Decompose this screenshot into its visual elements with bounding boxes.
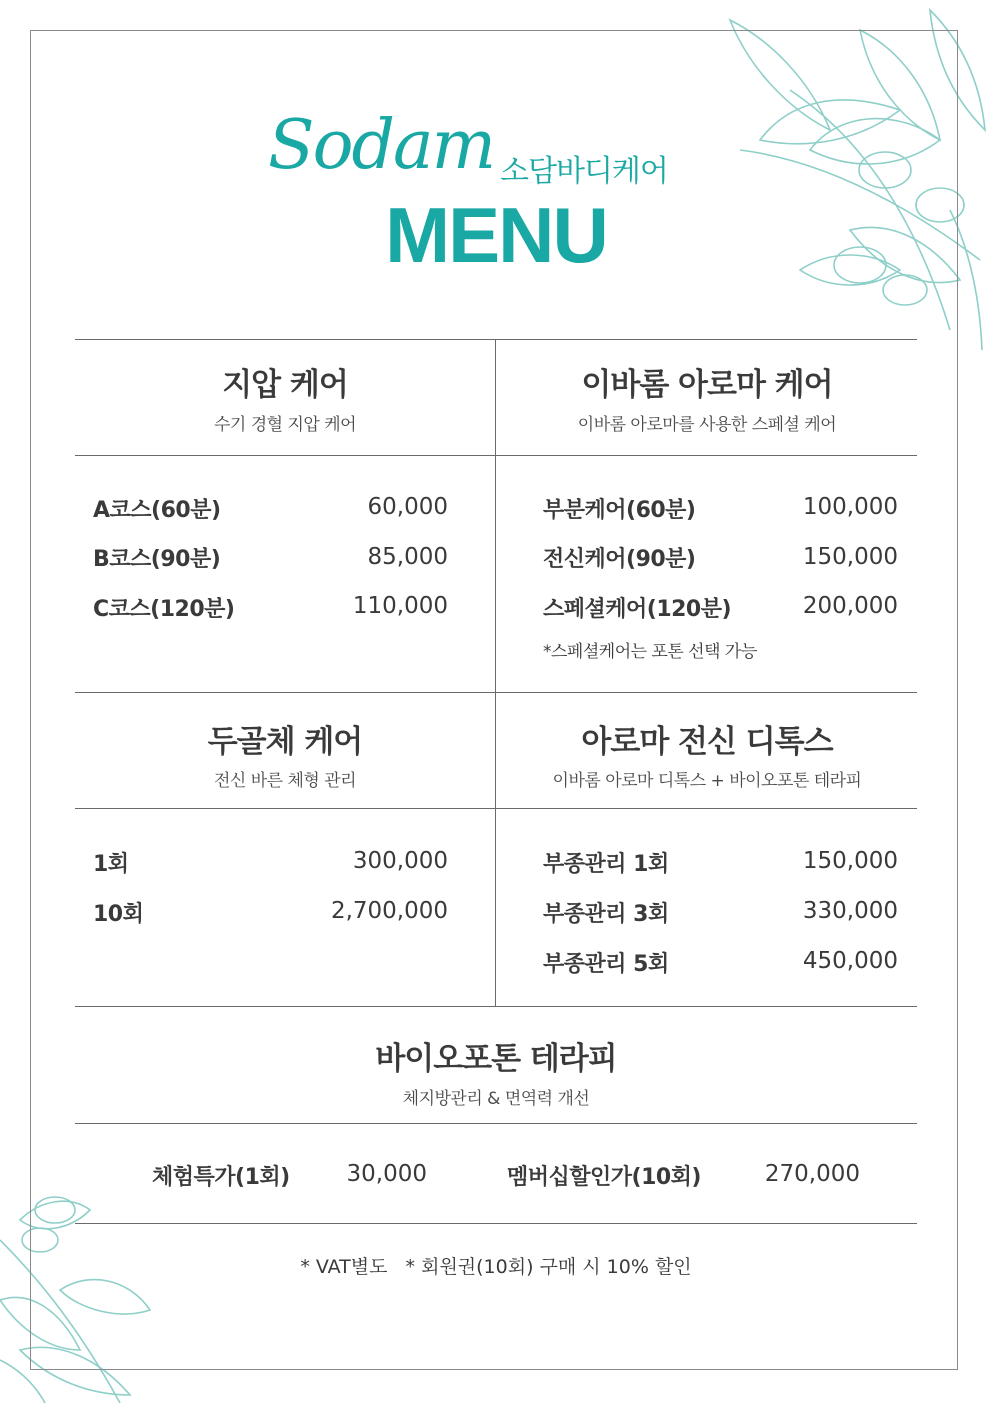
brand-logo-script: Sodam [268,106,495,185]
menu-item-name: 부종관리 1회 [543,852,669,877]
menu-item-name: 전신케어(90분) [543,547,696,572]
menu-item-name: 부종관리 3회 [543,902,669,927]
menu-item-name: 멤버십할인가(10회) [507,1165,701,1190]
menu-item-name: 스페셜케어(120분) [543,597,732,622]
menu-item-name: B코스(90분) [93,547,221,572]
menu-item-name: 부종관리 5회 [543,952,669,977]
section-subtitle-acupressure: 수기 경혈 지압 케어 [213,415,357,435]
menu-item-name: 부분케어(60분) [543,498,696,523]
menu-item-price: 85,000 [367,544,448,570]
menu-item-price: 110,000 [352,593,448,619]
menu-item-price: 150,000 [802,848,898,874]
menu-item-name: 1회 [93,852,129,877]
divider [75,808,917,809]
divider [75,692,917,693]
menu-item-name: 10회 [93,902,144,927]
divider [75,1006,917,1007]
menu-item-name: A코스(60분) [93,498,221,523]
divider [75,1223,917,1224]
section-title-biophoton: 바이오포톤 테라피 [375,1041,617,1077]
menu-item-price: 200,000 [802,593,898,619]
menu-title: MENU [385,191,607,279]
section-title-aroma: 이바롬 아로마 케어 [581,367,833,403]
menu-item-price: 300,000 [352,848,448,874]
section-subtitle-detox: 이바롬 아로마 디톡스 + 바이오포톤 테라피 [552,771,862,791]
membership-discount-note: * 회원권(10회) 구매 시 10% 할인 [405,1256,692,1278]
section-subtitle-aroma: 이바롬 아로마를 사용한 스페셜 케어 [577,415,837,435]
section-subtitle-skull: 전신 바른 체형 관리 [213,771,357,791]
menu-item-price: 150,000 [802,544,898,570]
menu-item-price: 270,000 [764,1161,860,1187]
divider [75,455,917,456]
section-subtitle-biophoton: 체지방관리 & 면역력 개선 [402,1089,590,1109]
footer-notes [0,1252,992,1279]
menu-item-name: C코스(120분) [93,597,235,622]
menu-item-name: 체험특가(1회) [152,1165,290,1190]
divider [75,339,917,340]
section-title-acupressure: 지압 케어 [222,367,348,403]
menu-item-price: 30,000 [346,1161,427,1187]
section-title-skull: 두골체 케어 [207,724,363,760]
divider [75,1123,917,1124]
menu-item-price: 60,000 [367,494,448,520]
menu-item-price: 450,000 [802,948,898,974]
menu-item-price: 330,000 [802,898,898,924]
section-title-detox: 아로마 전신 디톡스 [581,724,833,760]
column-divider [495,339,496,1007]
menu-item-price: 100,000 [802,494,898,520]
menu-item-price: 2,700,000 [330,898,448,924]
aroma-note: *스페셜케어는 포톤 선택 가능 [543,642,757,662]
vat-note: * VAT별도 [300,1256,388,1278]
brand-name: 소담바디케어 [500,154,668,189]
